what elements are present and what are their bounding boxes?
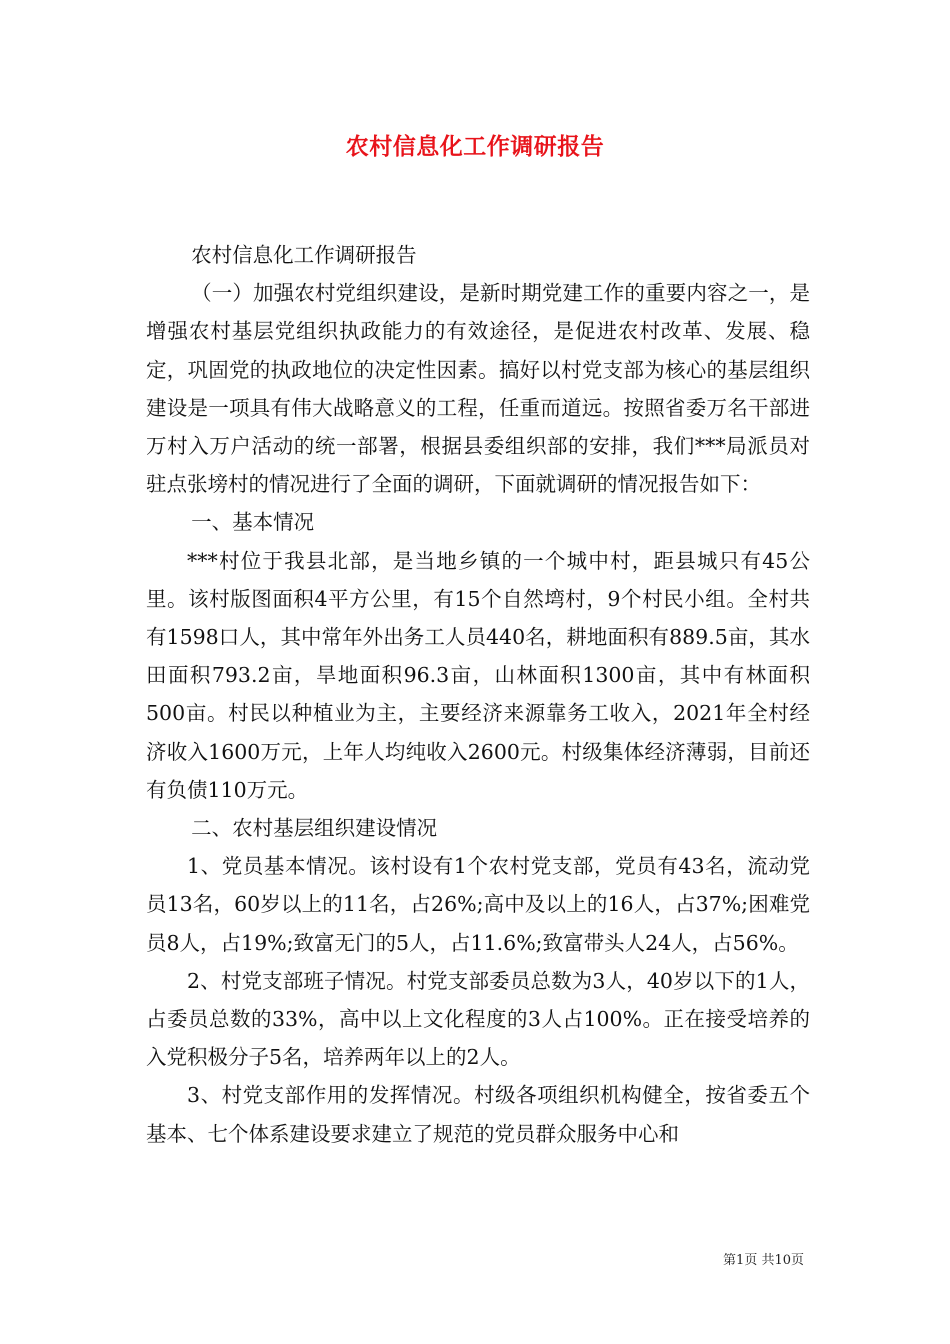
paragraph-branch-role: 3、村党支部作用的发挥情况。村级各项组织机构健全，按省委五个基本、七个体系建设要求建立了规范的党员群众服务中心和 [146,1083,810,1146]
section-heading-basic: 一、基本情况 [191,510,315,535]
paragraph-party-members: 1、党员基本情况。该村设有1个农村党支部，党员有43名，流动党员13名，60岁以上的11名，占26%;高中及以上的16人，占37%;困难党员8人，占19%;致富无门的5人，占11.6%;致富带头人24人，占56%。 [146,854,810,955]
section-heading-organization: 二、农村基层组织建设情况 [191,816,438,841]
paragraph-branch-team: 2、村党支部班子情况。村党支部委员总数为3人，40岁以下的1人，占委员总数的33%，高中以上文化程度的3人占100%。正在接受培养的入党积极分子5名，培养两年以上的2人。 [146,968,810,1070]
page-number: 第1页 共10页 [723,1253,804,1268]
document-title: 农村信息化工作调研报告 [345,133,605,160]
paragraph-intro: （一）加强农村党组织建设，是新时期党建工作的重要内容之一，是增强农村基层党组织执政能力的有效途径，是促进农村改革、发展、稳定，巩固党的执政地位的决定性因素。搞好以村党支部为核心的基层组织建设是一项具有伟大战略意义的工程，任重而道远。按照省委万名干部进万村入万户活动的统一部署，根据县委组织部的安排，我们***局派员对驻点张塝村的情况进行了全面的调研，下面就调研的情况报告如下： [146,281,810,497]
document-body [146,236,810,1153]
paragraph-subtitle: 农村信息化工作调研报告 [191,243,417,267]
paragraph-basic-info: ***村位于我县北部，是当地乡镇的一个城中村，距县城只有45公里。该村版图面积4平方公里，有15个自然塆村，9个村民小组。全村共有1598口人，其中常年外出务工人员440名，耕地面积有889.5亩，其水田面积793.2亩，旱地面积96.3亩，山林面积1300亩，其中有林面积500亩。村民以种植业为主，主要经济来源靠务工收入，2021年全村经济收入1600万元，上年人均纯收入2600元。村级集体经济薄弱，目前还有负债110万元。 [146,548,810,802]
